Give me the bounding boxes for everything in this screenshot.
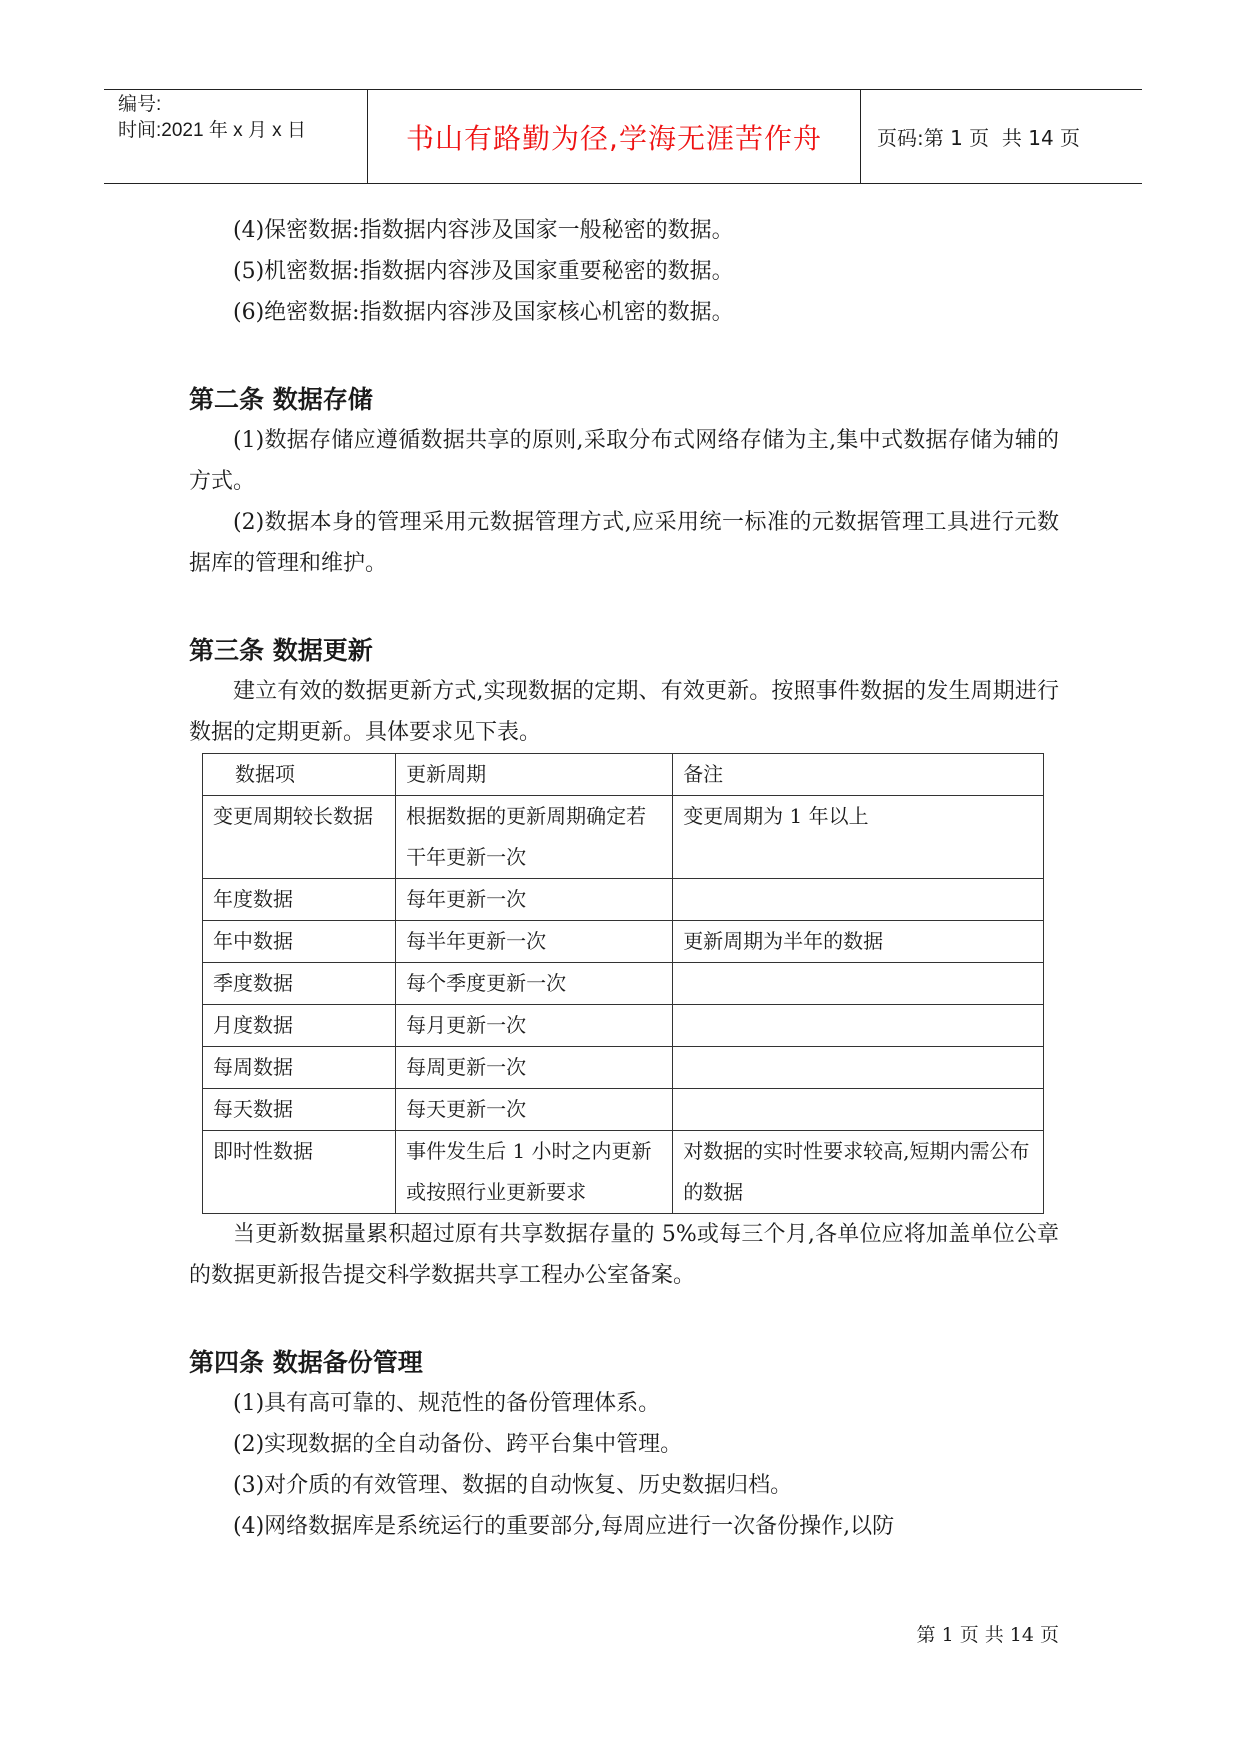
table-cell: 即时性数据 [203,1131,396,1214]
backup-item: (3)对介质的有效管理、数据的自动恢复、历史数据归档。 [233,1473,793,1498]
table-cell: 每月更新一次 [396,1005,673,1047]
header-motto: 书山有路勤为径,学海无涯苦作舟 [368,90,861,183]
table-row [203,921,1044,963]
table-header-cell: 数据项 [203,754,396,796]
table-cell: 每半年更新一次 [396,921,673,963]
storage-paragraph: (2)数据本身的管理采用元数据管理方式,应采用统一标准的元数据管理工具进行元数据库的管理和维护。 [189,510,1059,576]
table-cell: 每周数据 [203,1047,396,1089]
table-cell: 年中数据 [203,921,396,963]
header-page-code [861,90,1142,183]
backup-item: (1)具有高可靠的、规范性的备份管理体系。 [233,1391,661,1416]
table-row [203,796,1044,879]
update-schedule-table [202,753,1044,1214]
table-cell: 每个季度更新一次 [396,963,673,1005]
table-cell: 每周更新一次 [396,1047,673,1089]
backup-item: (4)网络数据库是系统运行的重要部分,每周应进行一次备份操作,以防 [233,1514,895,1539]
table-header-cell: 备注 [673,754,1044,796]
table-cell: 变更周期为 1 年以上 [673,796,1044,879]
table-cell: 每天数据 [203,1089,396,1131]
table-cell: 事件发生后 1 小时之内更新或按照行业更新要求 [396,1131,673,1214]
page-code-text: 页码:第 1 页 共 14 页 [877,126,1081,150]
section-heading-update: 第三条 数据更新 [189,636,373,665]
table-cell [673,1089,1044,1131]
document-body [189,210,1059,1547]
page-footer: 第 1 页 共 14 页 [916,1624,1059,1646]
table-cell: 变更周期较长数据 [203,796,396,879]
table-cell: 根据数据的更新周期确定若干年更新一次 [396,796,673,879]
table-row [203,1089,1044,1131]
page-header [104,89,1142,184]
storage-paragraph: (1)数据存储应遵循数据共享的原则,采取分布式网络存储为主,集中式数据存储为辅的方式。 [189,428,1059,494]
update-after-paragraph: 当更新数据量累积超过原有共享数据存量的 5%或每三个月,各单位应将加盖单位公章的数据更新报告提交科学数据共享工程办公室备案。 [189,1222,1059,1288]
table-cell: 更新周期为半年的数据 [673,921,1044,963]
table-cell [673,1005,1044,1047]
backup-item: (2)实现数据的全自动备份、跨平台集中管理。 [233,1432,683,1457]
document-time-label: 时间:2021 年 x 月 x 日 [118,120,306,141]
intro-item: (4)保密数据:指数据内容涉及国家一般秘密的数据。 [233,218,734,243]
table-row [203,1005,1044,1047]
table-cell: 每天更新一次 [396,1089,673,1131]
table-row [203,879,1044,921]
table-row [203,1047,1044,1089]
table-cell: 季度数据 [203,963,396,1005]
section-heading-backup: 第四条 数据备份管理 [189,1348,423,1377]
table-cell [673,963,1044,1005]
table-cell: 年度数据 [203,879,396,921]
table-header-row [203,754,1044,796]
section-heading-storage: 第二条 数据存储 [189,385,373,414]
update-intro: 建立有效的数据更新方式,实现数据的定期、有效更新。按照事件数据的发生周期进行数据的定期更新。具体要求见下表。 [189,679,1059,745]
table-header-cell: 更新周期 [396,754,673,796]
intro-item: (5)机密数据:指数据内容涉及国家重要秘密的数据。 [233,259,734,284]
header-meta [104,90,368,183]
table-row [203,963,1044,1005]
document-number-label: 编号: [118,94,162,115]
table-cell [673,879,1044,921]
table-cell: 每年更新一次 [396,879,673,921]
table-cell: 对数据的实时性要求较高,短期内需公布的数据 [673,1131,1044,1214]
table-row [203,1131,1044,1214]
table-cell: 月度数据 [203,1005,396,1047]
table-cell [673,1047,1044,1089]
intro-item: (6)绝密数据:指数据内容涉及国家核心机密的数据。 [233,300,734,325]
